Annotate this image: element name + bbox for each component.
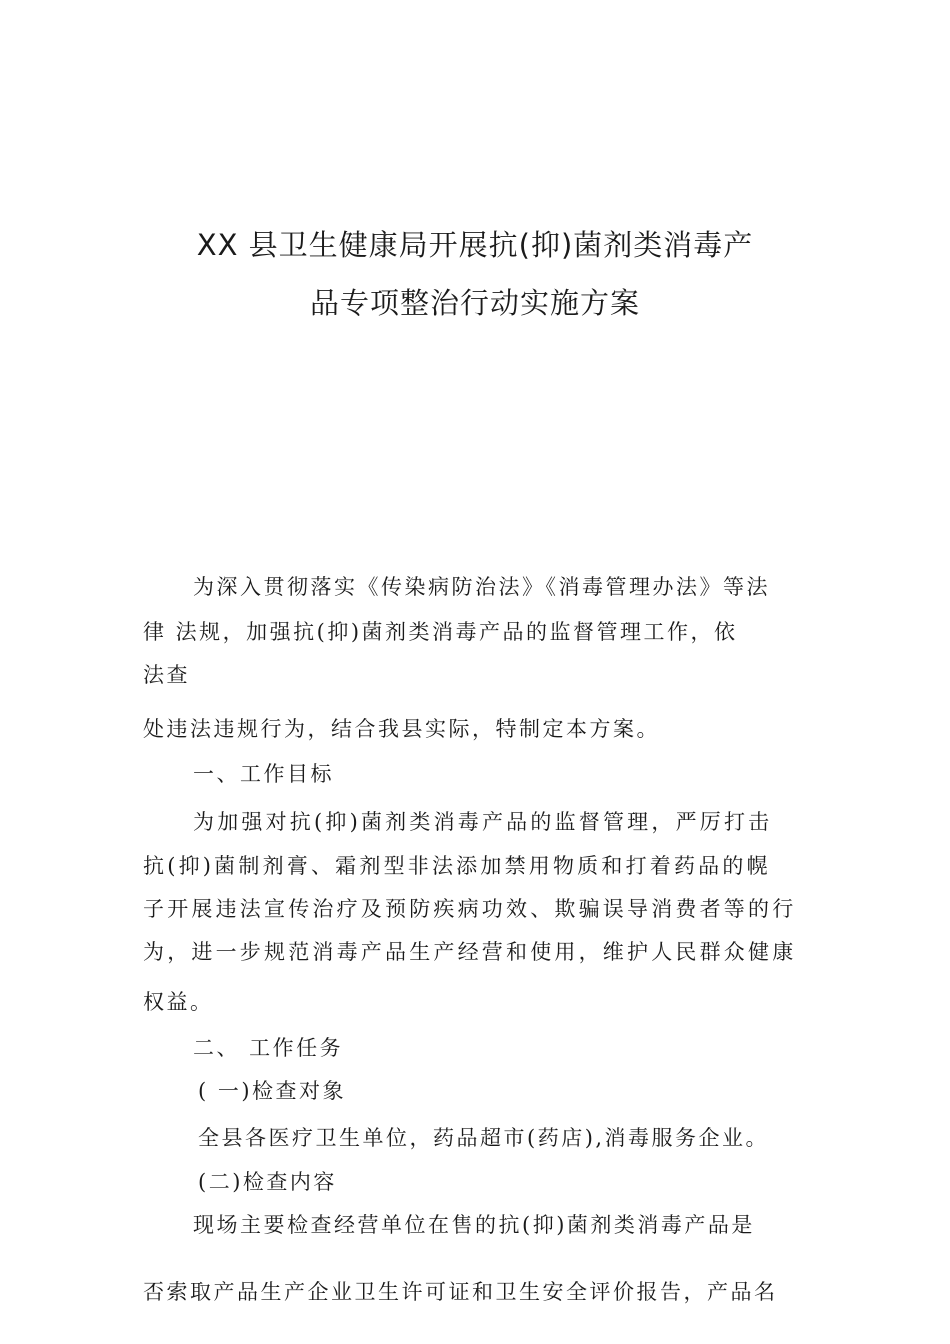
paragraph-inspection-content-line-2: 否索取产品生产企业卫生许可证和卫生安全评价报告，产品名 xyxy=(143,1280,778,1304)
subheading-inspection-targets: ( 一)检查对象 xyxy=(198,1079,347,1103)
section-heading-goals: 一、工作目标 xyxy=(193,762,334,786)
paragraph-intro-line-4: 处违法违规行为，结合我县实际，特制定本方案。 xyxy=(143,717,660,741)
section-heading-tasks: 二、 工作任务 xyxy=(193,1036,344,1060)
paragraph-intro-line-1: 为深入贯彻落实《传染病防治法》《消毒管理办法》等法 xyxy=(193,575,770,599)
paragraph-intro-line-3: 法查 xyxy=(143,663,190,687)
document-title-line-1: XX 县卫生健康局开展抗(抑)菌剂类消毒产 xyxy=(196,228,754,262)
paragraph-goals-line-3: 子开展违法宣传治疗及预防疾病功效、欺骗误导消费者等的行 xyxy=(143,897,797,921)
paragraph-inspection-targets: 全县各医疗卫生单位，药品超市(药店),消毒服务企业。 xyxy=(198,1126,770,1150)
paragraph-goals-line-1: 为加强对抗(抑)菌剂类消毒产品的监督管理，严厉打击 xyxy=(193,810,773,834)
paragraph-goals-line-4: 为，进一步规范消毒产品生产经营和使用，维护人民群众健康 xyxy=(143,940,797,964)
paragraph-intro-line-2: 律 法规，加强抗(抑)菌剂类消毒产品的监督管理工作，依 xyxy=(143,620,738,644)
paragraph-goals-line-2: 抗(抑)菌制剂膏、霜剂型非法添加禁用物质和打着药品的幌 xyxy=(143,854,771,878)
document-title-line-2: 品专项整治行动实施方案 xyxy=(309,286,640,320)
paragraph-inspection-content-line-1: 现场主要检查经营单位在售的抗(抑)菌剂类消毒产品是 xyxy=(193,1213,755,1237)
subheading-inspection-content: (二)检查内容 xyxy=(198,1170,337,1194)
paragraph-goals-line-5: 权益。 xyxy=(143,990,214,1014)
